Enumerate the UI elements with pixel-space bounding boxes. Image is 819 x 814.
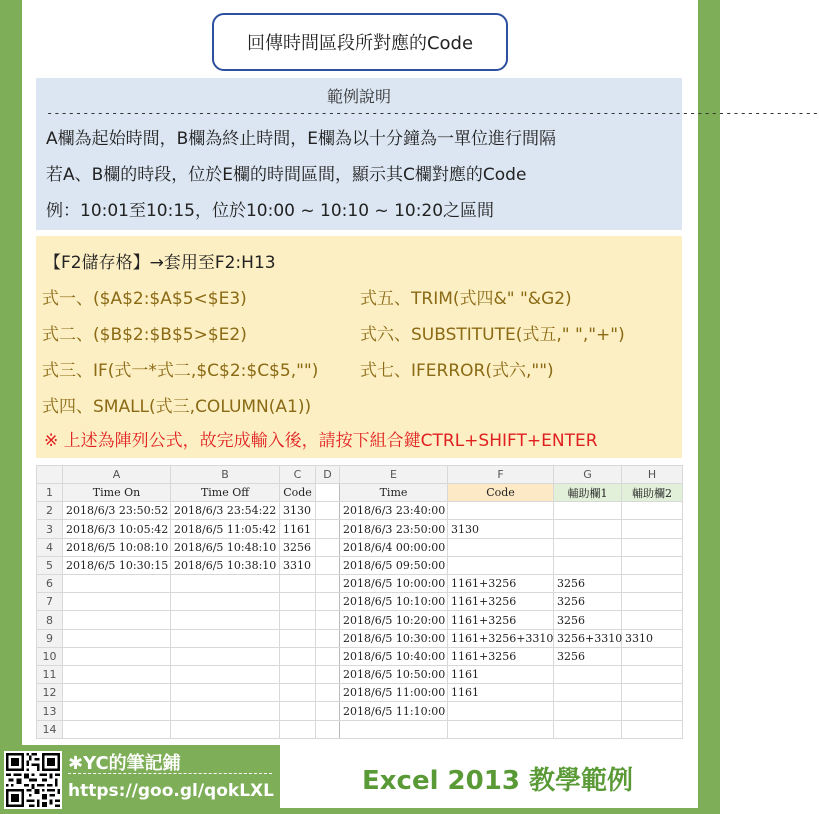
footer-title: Excel 2013 教學範例 bbox=[362, 766, 633, 796]
cell-c2[interactable]: 3130 bbox=[280, 502, 316, 520]
cell-b5[interactable]: 2018/6/5 10:38:10 bbox=[171, 556, 280, 574]
cell-c8[interactable] bbox=[280, 611, 316, 629]
cell-c11[interactable] bbox=[280, 666, 316, 684]
cell-h12[interactable] bbox=[622, 684, 683, 702]
cell-b7[interactable] bbox=[171, 593, 280, 611]
cell-e2[interactable]: 2018/6/3 23:40:00 bbox=[340, 502, 448, 520]
cell-g10[interactable]: 3256 bbox=[554, 647, 622, 665]
table-row bbox=[37, 720, 683, 738]
column-header-f[interactable]: F bbox=[448, 466, 554, 484]
cell-b8[interactable] bbox=[171, 611, 280, 629]
description-line-2: 若A、B欄的時段，位於E欄的時間區間，顯示其C欄對應的Code bbox=[46, 165, 527, 185]
row-header[interactable]: 8 bbox=[37, 611, 63, 629]
column-header-d[interactable]: D bbox=[316, 466, 340, 484]
cell-g14[interactable] bbox=[554, 720, 622, 738]
cell-b9[interactable] bbox=[171, 629, 280, 647]
row-header[interactable]: 1 bbox=[37, 484, 63, 502]
table-row bbox=[37, 593, 683, 611]
cell-h4[interactable] bbox=[622, 538, 683, 556]
table-row bbox=[37, 484, 683, 502]
cell-c6[interactable] bbox=[280, 575, 316, 593]
row-header[interactable]: 3 bbox=[37, 520, 63, 538]
formula-step-3: 式三、IF(式一*式二,$C$2:$C$5,"") bbox=[42, 361, 319, 381]
cell-f4[interactable] bbox=[448, 538, 554, 556]
spreadsheet-grid bbox=[36, 465, 683, 739]
table-row bbox=[37, 629, 683, 647]
cell-d10[interactable] bbox=[316, 647, 340, 665]
formula-step-1: 式一、($A$2:$A$5<$E3) bbox=[42, 289, 247, 309]
cell-h2[interactable] bbox=[622, 502, 683, 520]
cell-e10[interactable]: 2018/6/5 10:40:00 bbox=[340, 647, 448, 665]
cell-g13[interactable] bbox=[554, 702, 622, 720]
cell-c9[interactable] bbox=[280, 629, 316, 647]
cell-b12[interactable] bbox=[171, 684, 280, 702]
formula-step-4: 式四、SMALL(式三,COLUMN(A1)) bbox=[42, 397, 312, 417]
cell-b10[interactable] bbox=[171, 647, 280, 665]
formula-step-2: 式二、($B$2:$B$5>$E2) bbox=[42, 325, 247, 345]
cell-f12[interactable]: 1161 bbox=[448, 684, 554, 702]
qr-code-icon bbox=[4, 751, 62, 809]
cell-b6[interactable] bbox=[171, 575, 280, 593]
cell-e13[interactable]: 2018/6/5 11:10:00 bbox=[340, 702, 448, 720]
cell-f2[interactable] bbox=[448, 502, 554, 520]
cell-g2[interactable] bbox=[554, 502, 622, 520]
cell-d12[interactable] bbox=[316, 684, 340, 702]
cell-d9[interactable] bbox=[316, 629, 340, 647]
cell-e6[interactable]: 2018/6/5 10:00:00 bbox=[340, 575, 448, 593]
cell-g1[interactable]: 輔助欄1 bbox=[554, 484, 622, 502]
cell-c10[interactable] bbox=[280, 647, 316, 665]
cell-h11[interactable] bbox=[622, 666, 683, 684]
row-header[interactable]: 14 bbox=[37, 720, 63, 738]
cell-e11[interactable]: 2018/6/5 10:50:00 bbox=[340, 666, 448, 684]
cell-a14[interactable] bbox=[63, 720, 171, 738]
column-header-row bbox=[37, 466, 683, 484]
column-header-h[interactable]: H bbox=[622, 466, 683, 484]
cell-e9[interactable]: 2018/6/5 10:30:00 bbox=[340, 629, 448, 647]
cell-d1[interactable] bbox=[316, 484, 340, 502]
formula-heading: 【F2儲存格】→套用至F2:H13 bbox=[44, 253, 276, 273]
cell-g6[interactable]: 3256 bbox=[554, 575, 622, 593]
cell-d13[interactable] bbox=[316, 702, 340, 720]
cell-f13[interactable] bbox=[448, 702, 554, 720]
cell-e5[interactable]: 2018/6/5 09:50:00 bbox=[340, 556, 448, 574]
table-row bbox=[37, 575, 683, 593]
cell-e7[interactable]: 2018/6/5 10:10:00 bbox=[340, 593, 448, 611]
cell-c12[interactable] bbox=[280, 684, 316, 702]
row-header[interactable]: 2 bbox=[37, 502, 63, 520]
table-row bbox=[37, 647, 683, 665]
row-header[interactable]: 5 bbox=[37, 556, 63, 574]
cell-g3[interactable] bbox=[554, 520, 622, 538]
cell-f6[interactable]: 1161+3256 bbox=[448, 575, 554, 593]
cell-h14[interactable] bbox=[622, 720, 683, 738]
description-divider: ----------------------------------------------------------------------------------------------------------- bbox=[46, 106, 819, 120]
cell-b1[interactable]: Time Off bbox=[171, 484, 280, 502]
cell-a5[interactable]: 2018/6/5 10:30:15 bbox=[63, 556, 171, 574]
page-title: 回傳時間區段所對應的Code bbox=[212, 13, 508, 71]
row-header[interactable]: 10 bbox=[37, 647, 63, 665]
cell-g9[interactable]: 3256+3310 bbox=[554, 629, 622, 647]
cell-a13[interactable] bbox=[63, 702, 171, 720]
row-header[interactable]: 9 bbox=[37, 629, 63, 647]
row-header[interactable]: 6 bbox=[37, 575, 63, 593]
table-row bbox=[37, 684, 683, 702]
cell-f3[interactable]: 3130 bbox=[448, 520, 554, 538]
cell-c7[interactable] bbox=[280, 593, 316, 611]
cell-e12[interactable]: 2018/6/5 11:00:00 bbox=[340, 684, 448, 702]
cell-f14[interactable] bbox=[448, 720, 554, 738]
cell-f5[interactable] bbox=[448, 556, 554, 574]
cell-b2[interactable]: 2018/6/3 23:54:22 bbox=[171, 502, 280, 520]
description-heading: 範例說明 bbox=[326, 87, 391, 106]
cell-e14[interactable] bbox=[340, 720, 448, 738]
table-row bbox=[37, 611, 683, 629]
formula-step-5: 式五、TRIM(式四&" "&G2) bbox=[360, 289, 572, 309]
column-header-b[interactable]: B bbox=[171, 466, 280, 484]
row-header[interactable]: 4 bbox=[37, 538, 63, 556]
cell-g4[interactable] bbox=[554, 538, 622, 556]
table-row bbox=[37, 538, 683, 556]
cell-d8[interactable] bbox=[316, 611, 340, 629]
cell-e1[interactable]: Time bbox=[340, 484, 448, 502]
cell-a11[interactable] bbox=[63, 666, 171, 684]
cell-a8[interactable] bbox=[63, 611, 171, 629]
table-row bbox=[37, 666, 683, 684]
cell-a12[interactable] bbox=[63, 684, 171, 702]
description-line-3: 例：10:01至10:15，位於10:00 ~ 10:10 ~ 10:20之區間 bbox=[46, 201, 495, 221]
cell-d5[interactable] bbox=[316, 556, 340, 574]
cell-h5[interactable] bbox=[622, 556, 683, 574]
cell-b13[interactable] bbox=[171, 702, 280, 720]
cell-h3[interactable] bbox=[622, 520, 683, 538]
cell-d3[interactable] bbox=[316, 520, 340, 538]
cell-c13[interactable] bbox=[280, 702, 316, 720]
cell-b11[interactable] bbox=[171, 666, 280, 684]
cell-f1[interactable]: Code bbox=[448, 484, 554, 502]
blog-name: ✱YC的筆記鋪 bbox=[68, 753, 181, 774]
cell-e4[interactable]: 2018/6/4 00:00:00 bbox=[340, 538, 448, 556]
row-header[interactable]: 12 bbox=[37, 684, 63, 702]
cell-e8[interactable]: 2018/6/5 10:20:00 bbox=[340, 611, 448, 629]
cell-a2[interactable]: 2018/6/3 23:50:52 bbox=[63, 502, 171, 520]
cell-g5[interactable] bbox=[554, 556, 622, 574]
cell-d7[interactable] bbox=[316, 593, 340, 611]
cell-c4[interactable]: 3256 bbox=[280, 538, 316, 556]
cell-h7[interactable] bbox=[622, 593, 683, 611]
cell-a6[interactable] bbox=[63, 575, 171, 593]
column-header-a[interactable]: A bbox=[63, 466, 171, 484]
cell-d4[interactable] bbox=[316, 538, 340, 556]
cell-d2[interactable] bbox=[316, 502, 340, 520]
cell-f11[interactable]: 1161 bbox=[448, 666, 554, 684]
cell-f8[interactable]: 1161+3256 bbox=[448, 611, 554, 629]
table-row bbox=[37, 520, 683, 538]
cell-a1[interactable]: Time On bbox=[63, 484, 171, 502]
cell-a3[interactable]: 2018/6/3 10:05:42 bbox=[63, 520, 171, 538]
cell-g8[interactable]: 3256 bbox=[554, 611, 622, 629]
array-formula-note: ※ 上述為陣列公式，故完成輸入後，請按下組合鍵CTRL+SHIFT+ENTER bbox=[44, 431, 598, 451]
cell-h13[interactable] bbox=[622, 702, 683, 720]
cell-d6[interactable] bbox=[316, 575, 340, 593]
table-row bbox=[37, 556, 683, 574]
column-header-g[interactable]: G bbox=[554, 466, 622, 484]
cell-g12[interactable] bbox=[554, 684, 622, 702]
cell-c14[interactable] bbox=[280, 720, 316, 738]
table-row bbox=[37, 502, 683, 520]
cell-a10[interactable] bbox=[63, 647, 171, 665]
cell-d14[interactable] bbox=[316, 720, 340, 738]
cell-a4[interactable]: 2018/6/5 10:08:10 bbox=[63, 538, 171, 556]
cell-b3[interactable]: 2018/6/5 11:05:42 bbox=[171, 520, 280, 538]
cell-h9[interactable]: 3310 bbox=[622, 629, 683, 647]
cell-h6[interactable] bbox=[622, 575, 683, 593]
formula-step-6: 式六、SUBSTITUTE(式五," ","+") bbox=[360, 325, 625, 345]
cell-c3[interactable]: 1161 bbox=[280, 520, 316, 538]
cell-c5[interactable]: 3310 bbox=[280, 556, 316, 574]
blog-badge bbox=[0, 745, 280, 814]
cell-h8[interactable] bbox=[622, 611, 683, 629]
cell-a9[interactable] bbox=[63, 629, 171, 647]
row-header[interactable]: 11 bbox=[37, 666, 63, 684]
cell-d11[interactable] bbox=[316, 666, 340, 684]
cell-h10[interactable] bbox=[622, 647, 683, 665]
column-header-c[interactable]: C bbox=[280, 466, 316, 484]
cell-f10[interactable]: 1161+3256 bbox=[448, 647, 554, 665]
blog-divider bbox=[68, 773, 272, 774]
cell-b14[interactable] bbox=[171, 720, 280, 738]
table-row bbox=[37, 702, 683, 720]
cell-a7[interactable] bbox=[63, 593, 171, 611]
cell-g7[interactable]: 3256 bbox=[554, 593, 622, 611]
cell-h1[interactable]: 輔助欄2 bbox=[622, 484, 683, 502]
cell-c1[interactable]: Code bbox=[280, 484, 316, 502]
cell-e3[interactable]: 2018/6/3 23:50:00 bbox=[340, 520, 448, 538]
cell-g11[interactable] bbox=[554, 666, 622, 684]
cell-f9[interactable]: 1161+3256+3310 bbox=[448, 629, 554, 647]
cell-b4[interactable]: 2018/6/5 10:48:10 bbox=[171, 538, 280, 556]
formula-panel bbox=[36, 236, 682, 458]
formula-step-7: 式七、IFERROR(式六,"") bbox=[360, 361, 554, 381]
row-header[interactable]: 7 bbox=[37, 593, 63, 611]
description-line-1: A欄為起始時間，B欄為終止時間，E欄為以十分鐘為一單位進行間隔 bbox=[46, 129, 557, 149]
cell-f7[interactable]: 1161+3256 bbox=[448, 593, 554, 611]
description-panel bbox=[36, 78, 819, 230]
row-header[interactable]: 13 bbox=[37, 702, 63, 720]
blog-url-link[interactable]: https://goo.gl/qokLXL bbox=[68, 781, 274, 801]
select-all-corner[interactable] bbox=[37, 466, 63, 484]
column-header-e[interactable]: E bbox=[340, 466, 448, 484]
